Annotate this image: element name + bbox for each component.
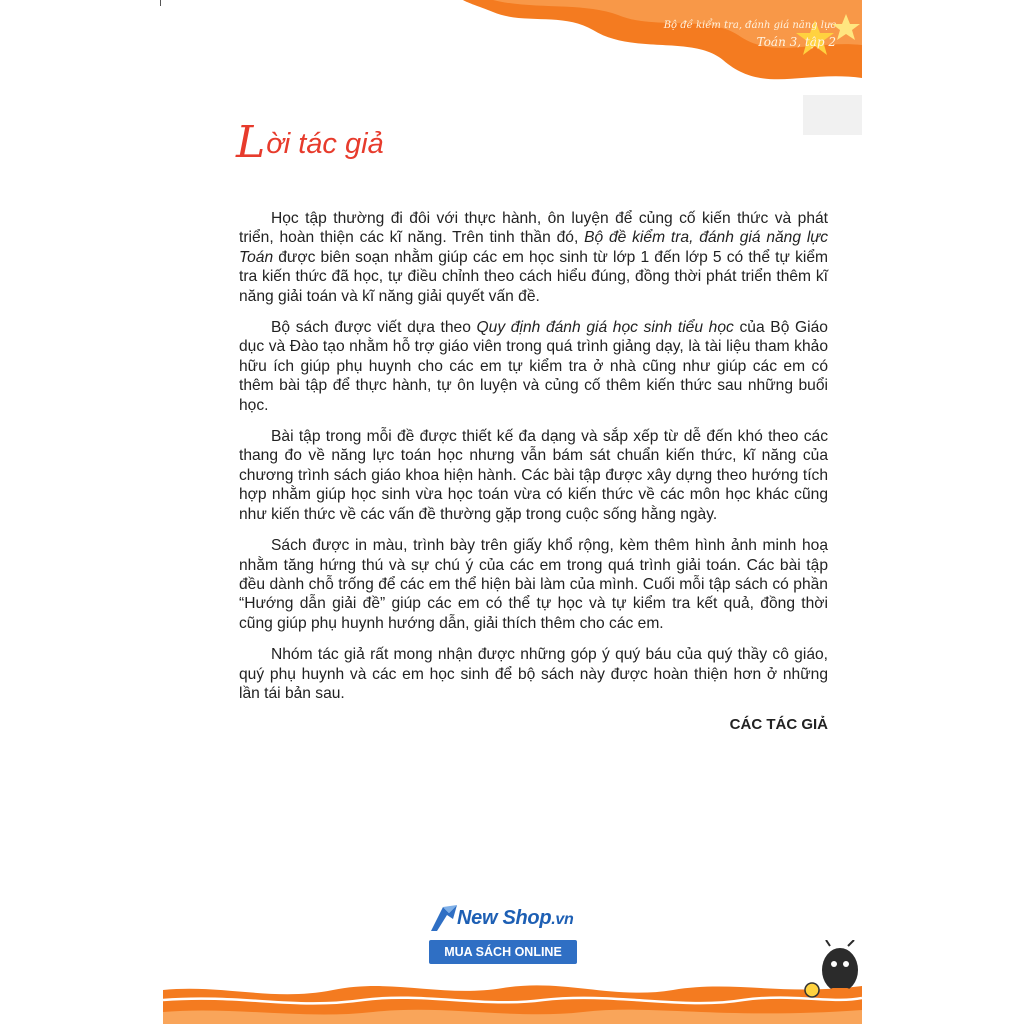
paragraph-1: Học tập thường đi đôi với thực hành, ôn luyện để củng cố kiến thức và phát triển, hoàn thiện các kĩ năng. Trên tinh thần đó, Bộ đề kiểm tra, đánh giá năng lực Toán được biên soạn nhằm giúp các em học sinh từ lớp 1 đến lớp 5 có thể tự kiểm tra kiến thức đã học, tự điều chỉnh theo cách hiểu đúng, đồng thời phát triển thêm kĩ năng giải toán và kĩ năng giải quyết vấn đề. xyxy=(239,210,828,305)
paragraph-4: Sách được in màu, trình bày trên giấy khổ rộng, kèm thêm hình ảnh minh hoạ nhằm tăng hứng thú và sự chú ý của các em trong quá trình giải toán. Các bài tập đều dành chỗ trống để các em thể hiện bài làm của mình. Cuối mỗi tập sách có phần “Hướng dẫn giải đề” giúp các em có thể tự học và tự kiểm tra kết quả, đồng thời cũng giúp phụ huynh hướng dẫn, giải thích thêm cho các em. xyxy=(239,537,828,632)
title-rest: ời tác giả xyxy=(266,128,384,160)
logo-row xyxy=(429,902,579,936)
robot-mascot-icon xyxy=(802,940,862,1002)
logo-tagline-badge: MUA SÁCH ONLINE xyxy=(429,940,577,964)
logo-suffix: .vn xyxy=(551,911,574,928)
running-header xyxy=(636,17,836,51)
arrow-icon xyxy=(429,903,459,933)
paragraph-3: Bài tập trong mỗi đề được thiết kế đa dạng và sắp xếp từ dễ đến khó theo các thang đo về năng lực toán học nhưng vẫn bám sát chuẩn kiến thức, kĩ năng của chương trình sách giáo khoa hiện hành. Các bài tập được xây dựng theo hướng tích hợp nhằm giúp học sinh vừa học toán vừa có kiến thức về các môn học khác cũng như kiến thức về các vấn đề thường gặp trong cuộc sống hằng ngày. xyxy=(239,428,828,523)
preface-body xyxy=(239,209,828,735)
title-initial-letter: L xyxy=(236,117,266,168)
paragraph-5: Nhóm tác giả rất mong nhận được những góp ý quý báu của quý thầy cô giáo, quý phụ huynh và các em học sinh để bộ sách này được hoàn thiện hơn ở những lần tái bản sau. xyxy=(239,646,828,702)
paragraph-2: Bộ sách được viết dựa theo Quy định đánh giá học sinh tiểu học của Bộ Giáo dục và Đào tạo nhằm hỗ trợ giáo viên trong quá trình giảng dạy, là tài liệu tham khảo hữu ích giúp phụ huynh cho các em tự kiểm tra ở nhà cũng như giúp các em có thêm bài tập để thực hành, tự ôn luyện và củng cố thêm kiến thức sau những buổi học. xyxy=(239,319,828,414)
newshop-logo[interactable] xyxy=(429,902,579,966)
author-signature: CÁC TÁC GIẢ xyxy=(729,716,828,734)
book-page xyxy=(163,0,862,1024)
header-series: Bộ đề kiểm tra, đánh giá năng lực xyxy=(663,20,836,31)
logo-text xyxy=(457,907,574,930)
page-title xyxy=(236,117,384,168)
bottom-decorative-banner xyxy=(163,960,862,1024)
scan-edge-mark xyxy=(160,0,161,6)
logo-name: New Shop xyxy=(457,907,552,929)
header-book-title: Toán 3, tập 2 xyxy=(756,35,836,49)
